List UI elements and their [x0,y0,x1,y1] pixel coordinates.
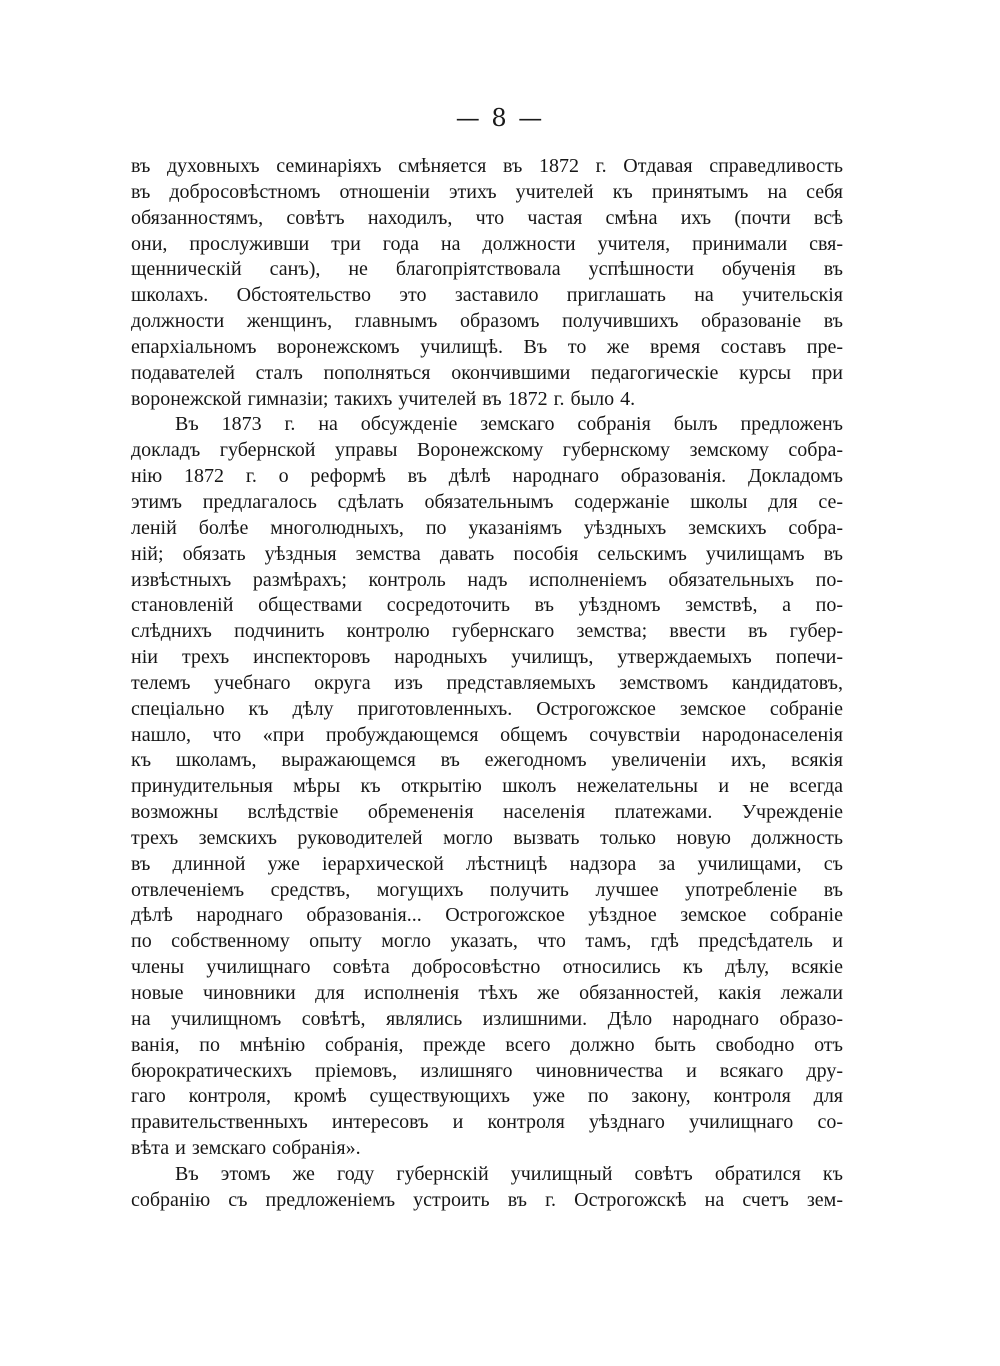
text-line: ванія, по мнѣнію собранія, прежде всего должно быть свободно отъ [131,1033,843,1056]
text-line: принудительныя мѣры къ открытію школъ нежелательны и не всегда [131,775,843,798]
text-line: дѣлѣ народнаго образованія... Острогожское уѣздное земское собраніе [131,904,843,927]
text-line: ній; обязать уѣздныя земства давать пособія сельскимъ училищамъ въ [131,542,843,565]
text-line: ніи трехъ инспекторовъ народныхъ училищъ, утверждаемыхъ попечи- [131,646,843,669]
text-line: собранію съ предложеніемъ устроить въ г. Острогожскѣ на счетъ зем- [131,1188,843,1211]
text-line: на училищномъ совѣтѣ, являлись излишними. Дѣло народнаго образо- [131,1007,843,1030]
text-line: по собственному опыту могло указать, что тамъ, гдѣ предсѣдатель и [131,930,843,953]
body-text [131,154,843,1214]
text-line: становленій обществами сосредоточить въ уѣздномъ земствѣ, а по- [131,594,843,617]
text-line: подавателей сталъ пополняться окончившими педагогическіе курсы при [131,361,843,384]
text-line: въ длинной уже іерархической лѣстницѣ надзора за училищами, съ [131,852,843,875]
text-line: слѣднихъ подчинить контролю губернскаго земства; ввести въ губер- [131,620,843,643]
text-line: отвлеченіемъ средствъ, могущихъ получить лучшее употребленіе въ [131,878,843,901]
page-number: — 8 — [455,104,545,132]
text-line: воронежской гимназіи; такихъ учителей въ 1872 г. было 4. [131,387,636,410]
paragraph-start-line: Въ 1873 г. на обсужденіе земскаго собранія былъ предложенъ [175,413,843,436]
text-line: нашло, что «при пробуждающемся общемъ сочувствіи народонаселенія [131,723,843,746]
text-line: спеціально къ дѣлу приготовленныхъ. Острогожское земское собраніе [131,697,843,720]
text-line: епархіальномъ воронежскомъ училищѣ. Въ то же время составъ пре- [131,335,843,358]
text-line: въ духовныхъ семинаріяхъ смѣняется въ 1872 г. Отдавая справедливость [131,155,843,177]
text-line: школахъ. Обстоятельство это заставило приглашать на учительскія [131,284,843,307]
text-line: телемъ учебнаго округа изъ представляемыхъ земствомъ кандидатовъ, [131,671,843,694]
text-line: щенническій санъ), не благопріятствовала успѣшности обученія въ [131,258,843,281]
text-line: трехъ земскихъ руководителей могло вызвать только новую должность [131,826,843,849]
text-line: вѣта и земскаго собранія». [131,1137,361,1160]
text-line: въ добросовѣстномъ отношеніи этихъ учителей къ принятымъ на себя [131,180,843,203]
text-line: возможны вслѣдствіе обремененія населенія платежами. Учрежденіе [131,801,843,824]
text-line: обязанностямъ, совѣтъ находилъ, что частая смѣна ихъ (почти всѣ [131,206,843,229]
paragraph-start-line: Въ этомъ же году губернскій училищный совѣтъ обратился къ [175,1162,843,1185]
text-line: новые чиновники для исполненія тѣхъ же обязанностей, какія лежали [131,982,843,1004]
text-line: гаго контроля, кромѣ существующихъ уже по закону, контроля для [131,1085,843,1108]
text-line: нію 1872 г. о реформѣ въ дѣлѣ народнаго образованія. Докладомъ [131,465,843,488]
text-line: къ школамъ, выражающемся въ ежегодномъ увеличеніи ихъ, всякія [131,749,843,772]
text-line: докладъ губернской управы Воронежскому губернскому земскому собра- [131,439,843,462]
text-line: правительственныхъ интересовъ и контроля уѣзднаго училищнаго со- [131,1111,843,1134]
text-line: они, прослуживши три года на должности учителя, принимали свя- [131,232,843,255]
text-line: извѣстныхъ размѣрахъ; контроль надъ исполненіемъ обязательныхъ по- [131,568,843,591]
text-line: члены училищнаго совѣта добросовѣстно относились къ дѣлу, всякіе [131,956,843,979]
text-line: леній болѣе многолюдныхъ, по указаніямъ уѣздныхъ земскихъ собра- [131,516,843,539]
text-line: бюрократическихъ пріемовъ, излишняго чиновничества и всякаго дру- [131,1059,843,1082]
text-line: должности женщинъ, главнымъ образомъ получившихъ образованіе въ [131,310,843,333]
text-line: этимъ предлагалось сдѣлать обязательнымъ содержаніе школы для се- [131,490,843,513]
